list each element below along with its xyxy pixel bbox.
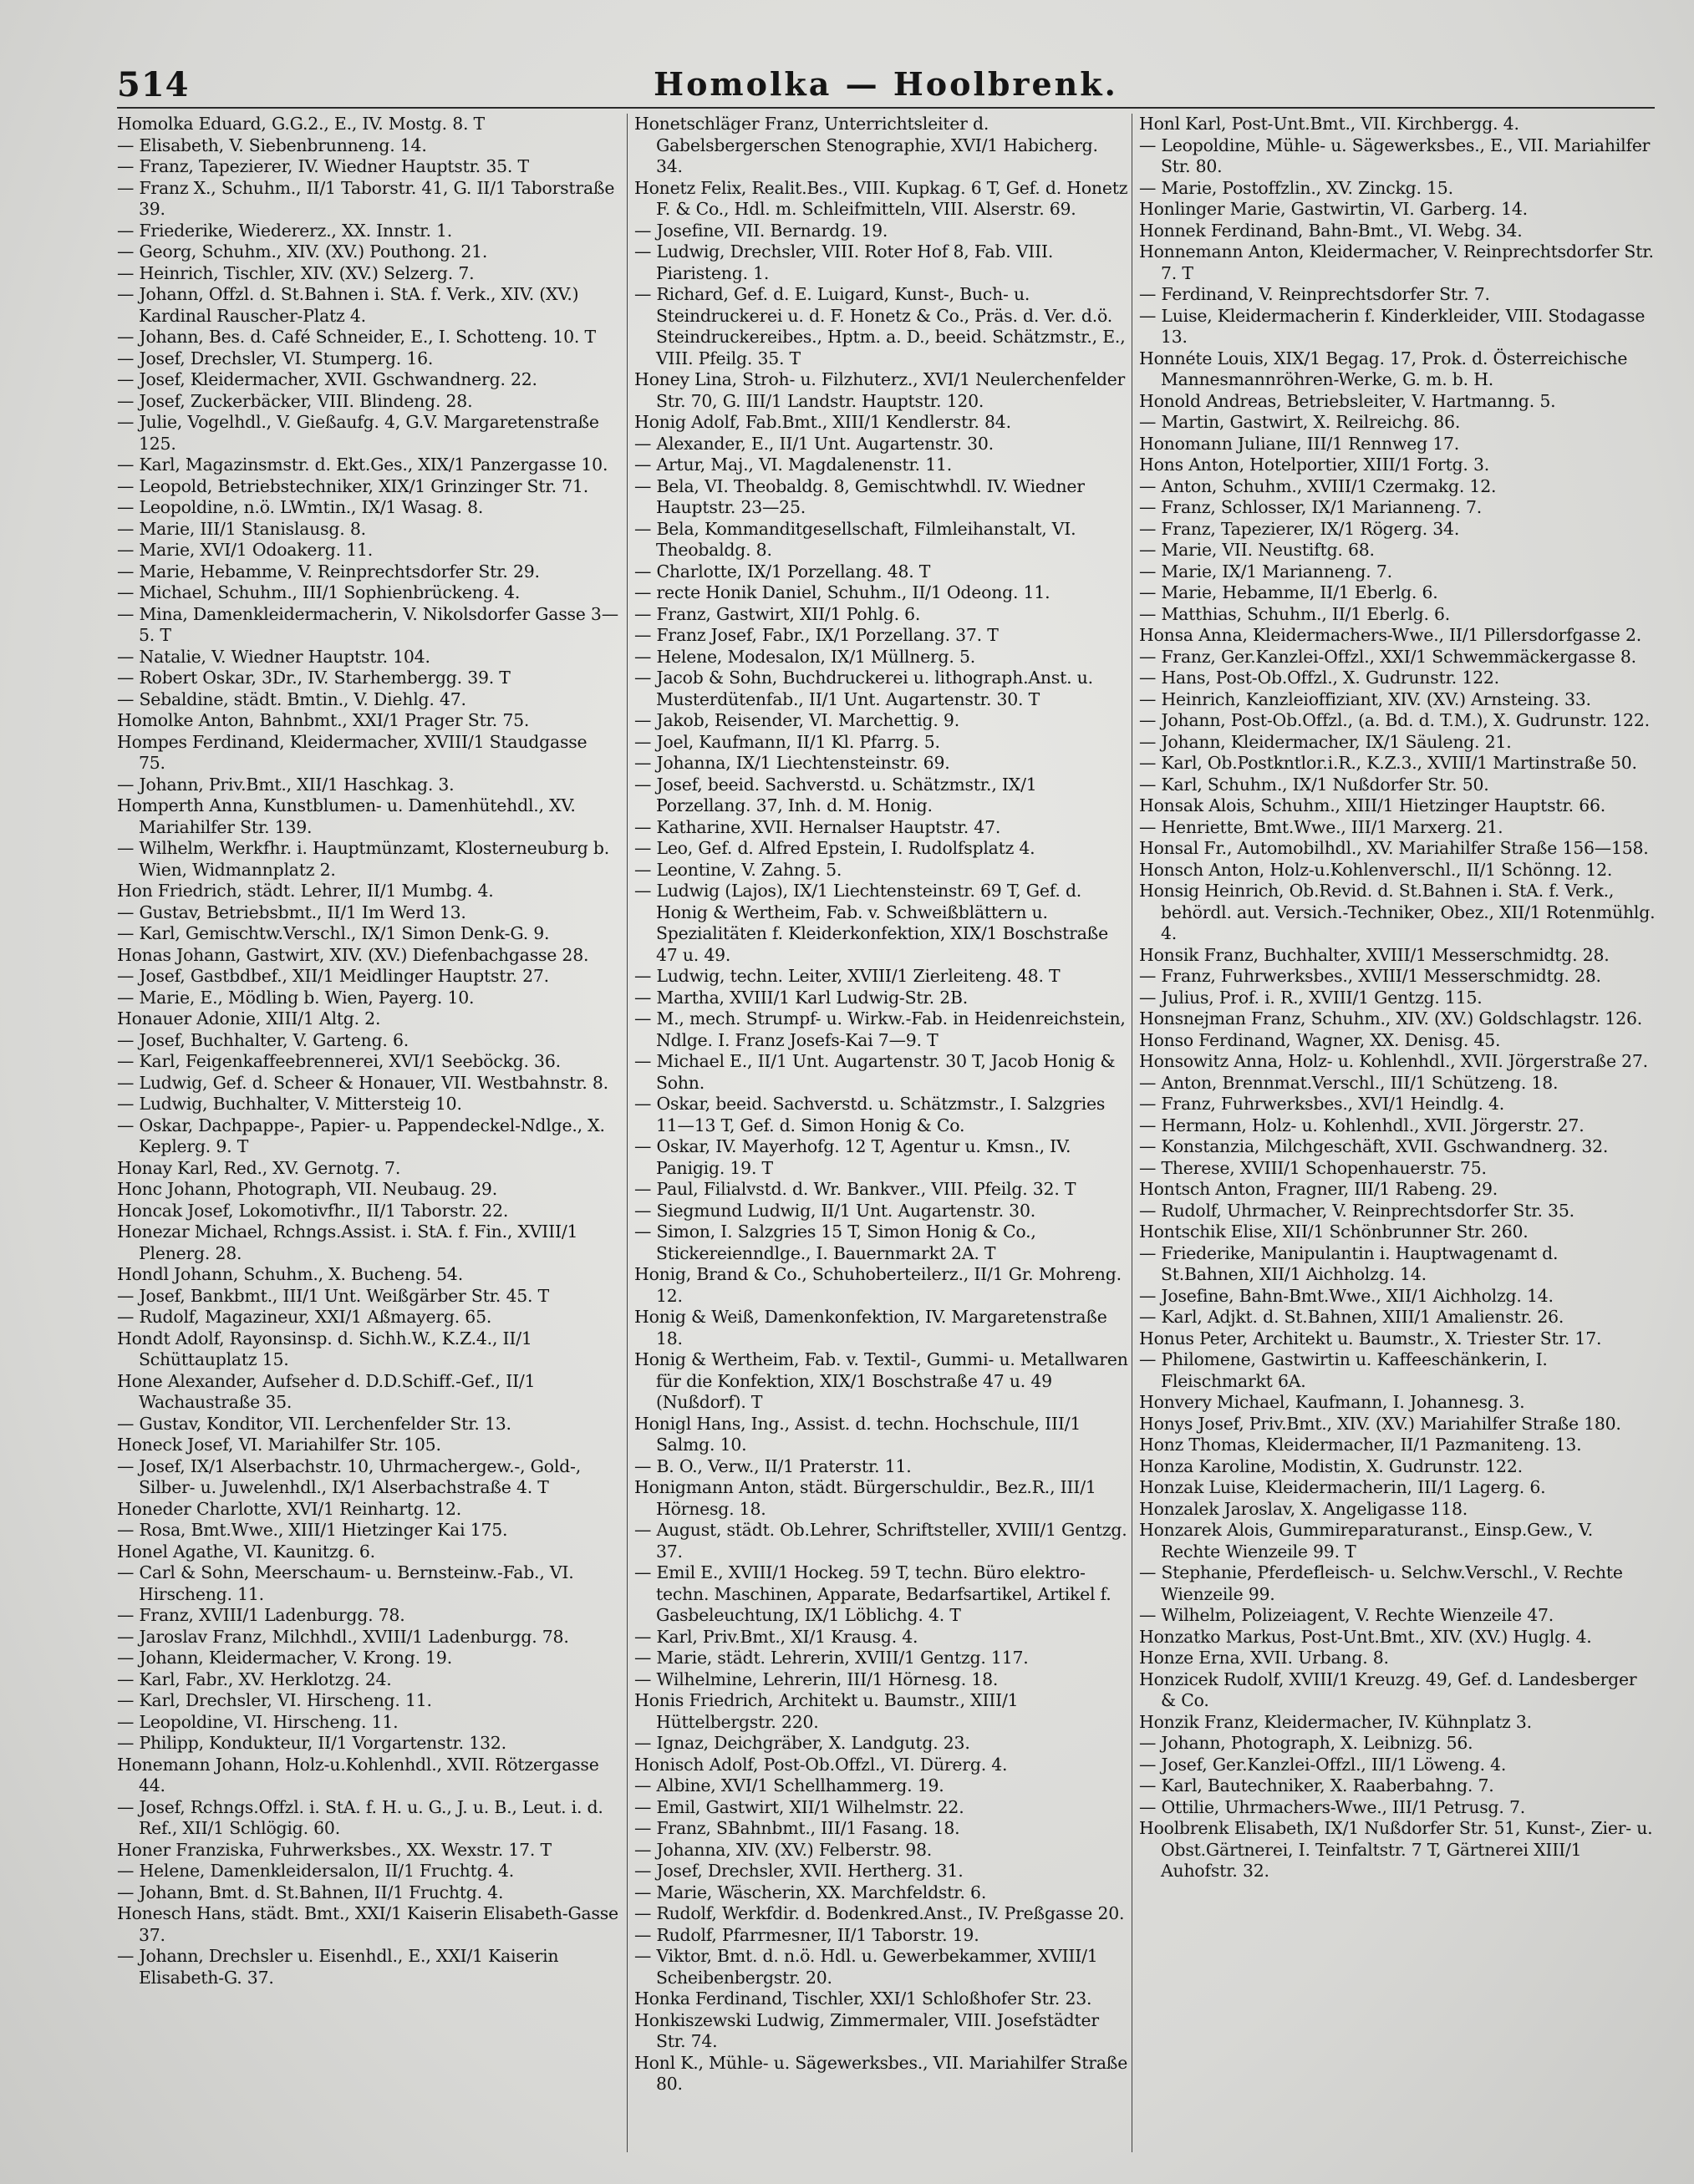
directory-entry: — Franz Josef, Fabr., IX/1 Porzellang. 37. T xyxy=(634,625,999,645)
directory-entry: — Rosa, Bmt.Wwe., XIII/1 Hietzinger Kai 175. xyxy=(117,1520,508,1540)
directory-entry: Honvery Michael, Kaufmann, I. Johannesg. 3. xyxy=(1139,1392,1525,1412)
directory-entry: — Franz, Tapezierer, IV. Wiedner Hauptstr. 35. T xyxy=(117,156,529,176)
header-rule xyxy=(117,107,1655,109)
directory-entry: — Franz, Fuhrwerksbes., XVI/1 Heindlg. 4. xyxy=(1139,1094,1505,1114)
directory-entry: Honsch Anton, Holz-u.Kohlenverschl., II/1 Schönng. 12. xyxy=(1139,859,1613,880)
directory-entry: — Josef, IX/1 Alserbachstr. 10, Uhrmachergew.-, Gold-, Silber- u. Juwelenhdl., IX/1 Alserbachstraße 4. T xyxy=(117,1455,581,1497)
directory-entry: — Stephanie, Pferdefleisch- u. Selchw.Verschl., V. Rechte Wienzeile 99. xyxy=(1139,1562,1623,1604)
directory-entry: — Johann, Bmt. d. St.Bahnen, II/1 Fruchtg. 4. xyxy=(117,1882,504,1902)
directory-entry: Honzicek Rudolf, XVIII/1 Kreuzg. 49, Gef. d. Landesberger & Co. xyxy=(1139,1668,1637,1710)
directory-entry: — Georg, Schuhm., XIV. (XV.) Pouthong. 21. xyxy=(117,241,488,262)
directory-entry: Hontsch Anton, Fragner, III/1 Rabeng. 29. xyxy=(1139,1179,1498,1199)
directory-entry: Honey Lina, Stroh- u. Filzhuterz., XVI/1 Neulerchenfelder Str. 70, G. III/1 Landstr. Hauptstr. 120. xyxy=(634,369,1126,411)
directory-entry: — Natalie, V. Wiedner Hauptstr. 104. xyxy=(117,646,430,667)
directory-entry: — Artur, Maj., VI. Magdalenenstr. 11. xyxy=(634,455,953,475)
directory-entry: — Franz, Fuhrwerksbes., XVIII/1 Messerschmidtg. 28. xyxy=(1139,966,1601,986)
directory-entry: Honel Agathe, VI. Kaunitzg. 6. xyxy=(117,1541,375,1562)
directory-entry: — Josef, beeid. Sachverstd. u. Schätzmstr., IX/1 Porzellang. 37, Inh. d. M. Honig. xyxy=(634,774,1037,815)
directory-entry: — Emil, Gastwirt, XII/1 Wilhelmstr. 22. xyxy=(634,1796,964,1817)
directory-entry: — Johann, Priv.Bmt., XII/1 Haschkag. 3. xyxy=(117,774,455,795)
directory-entry: — Alexander, E., II/1 Unt. Augartenstr. 30. xyxy=(634,433,994,454)
page-title: Homolka — Hoolbrenk. xyxy=(654,65,1118,103)
directory-entry: Honnemann Anton, Kleidermacher, V. Reinprechtsdorfer Str. 7. T xyxy=(1139,241,1654,283)
directory-entry: — Leopoldine, n.ö. LWmtin., IX/1 Wasag. 8. xyxy=(117,497,484,517)
directory-entry: — Josef, Ger.Kanzlei-Offzl., III/1 Löweng. 4. xyxy=(1139,1754,1507,1775)
directory-entry: Honigl Hans, Ing., Assist. d. techn. Hochschule, III/1 Salmg. 10. xyxy=(634,1413,1081,1455)
directory-entry: — Siegmund Ludwig, II/1 Unt. Augartenstr. 30. xyxy=(634,1200,1036,1221)
directory-entry: — Wilhelm, Polizeiagent, V. Rechte Wienzeile 47. xyxy=(1139,1605,1554,1625)
directory-entry: Honetz Felix, Realit.Bes., VIII. Kupkag. 6 T, Gef. d. Honetz F. & Co., Hdl. m. Schleifmitteln, VIII. Alserstr. 69. xyxy=(634,177,1128,219)
directory-entry: — Franz X., Schuhm., II/1 Taborstr. 41, G. II/1 Taborstraße 39. xyxy=(117,177,615,219)
directory-entry: — Ignaz, Deichgräber, X. Landgutg. 23. xyxy=(634,1733,970,1753)
directory-entry: — Marie, Hebamme, II/1 Eberlg. 6. xyxy=(1139,582,1438,602)
directory-entry: — Rudolf, Werkfdir. d. Bodenkred.Anst., IV. Preßgasse 20. xyxy=(634,1903,1125,1923)
directory-entry: — Marie, XVI/1 Odoakerg. 11. xyxy=(117,540,374,560)
page-header xyxy=(117,58,1655,109)
directory-entry: Honus Peter, Architekt u. Baumstr., X. Triester Str. 17. xyxy=(1139,1328,1602,1348)
directory-entry: — Jakob, Reisender, VI. Marchettig. 9. xyxy=(634,710,959,730)
directory-entry: Honold Andreas, Betriebsleiter, V. Hartmanng. 5. xyxy=(1139,390,1556,411)
directory-entry: — Simon, I. Salzgries 15 T, Simon Honig & Co., Stickereienndlge., I. Bauernmarkt 2A. T xyxy=(634,1222,1036,1263)
directory-entry: — Karl, Magazinsmstr. d. Ekt.Ges., XIX/1 Panzergasse 10. xyxy=(117,455,608,475)
directory-entry: — Helene, Modesalon, IX/1 Müllnerg. 5. xyxy=(634,646,976,667)
directory-entry: — Michael, Schuhm., III/1 Sophienbrückeng. 4. xyxy=(117,582,521,602)
column-3 xyxy=(1132,114,1656,2152)
directory-entry: — Wilhelm, Werkfhr. i. Hauptmünzamt, Klosterneuburg b. Wien, Widmannplatz 2. xyxy=(117,838,609,880)
directory-entry: Honigmann Anton, städt. Bürgerschuldir., Bez.R., III/1 Hörnesg. 18. xyxy=(634,1477,1096,1519)
directory-entry: — Joel, Kaufmann, II/1 Kl. Pfarrg. 5. xyxy=(634,731,940,752)
directory-entry: — Franz, Schlosser, IX/1 Marianneng. 7. xyxy=(1139,497,1483,517)
directory-entry: — Ottilie, Uhrmachers-Wwe., III/1 Petrusg. 7. xyxy=(1139,1796,1526,1817)
directory-entry: Honesch Hans, städt. Bmt., XXI/1 Kaiserin Elisabeth-Gasse 37. xyxy=(117,1903,618,1945)
directory-entry: — Karl, Feigenkaffeebrennerei, XVI/1 Seeböckg. 36. xyxy=(117,1051,561,1071)
directory-entry: — Hans, Post-Ob.Offzl., X. Gudrunstr. 122. xyxy=(1139,668,1499,688)
directory-entry: — Carl & Sohn, Meerschaum- u. Bernsteinw.-Fab., VI. Hirscheng. 11. xyxy=(117,1562,574,1604)
directory-entry: — Martha, XVIII/1 Karl Ludwig-Str. 2B. xyxy=(634,987,969,1008)
directory-entry: — Marie, Hebamme, V. Reinprechtsdorfer Str. 29. xyxy=(117,561,540,582)
directory-entry: Honzik Franz, Kleidermacher, IV. Kühnplatz 3. xyxy=(1139,1711,1532,1732)
column-1 xyxy=(117,114,618,2152)
directory-entry: — Josef, Drechsler, XVII. Hertherg. 31. xyxy=(634,1861,964,1881)
directory-entry: Honsnejman Franz, Schuhm., XIV. (XV.) Goldschlagstr. 126. xyxy=(1139,1008,1642,1029)
directory-entry: — Karl, Ob.Postkntlor.i.R., K.Z.3., XVIII/1 Martinstraße 50. xyxy=(1139,753,1637,773)
directory-entry: — Heinrich, Tischler, XIV. (XV.) Selzerg. 7. xyxy=(117,262,475,283)
directory-entry: Honsowitz Anna, Holz- u. Kohlenhdl., XVII. Jörgerstraße 27. xyxy=(1139,1051,1648,1071)
directory-entry: Honetschläger Franz, Unterrichtsleiter d. Gabelsbergerschen Stenographie, XVI/1 Habicherg. 34. xyxy=(634,114,1098,176)
directory-entry: — Matthias, Schuhm., II/1 Eberlg. 6. xyxy=(1139,603,1451,624)
directory-entry: Honzak Luise, Kleidermacherin, III/1 Lagerg. 6. xyxy=(1139,1477,1546,1497)
directory-entry: Honl Karl, Post-Unt.Bmt., VII. Kirchbergg. 4. xyxy=(1139,114,1519,134)
directory-entry: Honnek Ferdinand, Bahn-Bmt., VI. Webg. 34. xyxy=(1139,220,1523,241)
directory-entry: Honze Erna, XVII. Urbang. 8. xyxy=(1139,1648,1389,1668)
directory-entry: Honsal Fr., Automobilhdl., XV. Mariahilfer Straße 156—158. xyxy=(1139,838,1649,858)
directory-entry: Honlinger Marie, Gastwirtin, VI. Garberg. 14. xyxy=(1139,199,1528,219)
directory-entry: — Anton, Schuhm., XVIII/1 Czermakg. 12. xyxy=(1139,475,1497,496)
directory-entry: — Franz, Ger.Kanzlei-Offzl., XXI/1 Schwemmäckergasse 8. xyxy=(1139,646,1636,667)
directory-entry: — Katharine, XVII. Hernalser Hauptstr. 47. xyxy=(634,816,1001,837)
directory-entry: — M., mech. Strumpf- u. Wirkw.-Fab. in Heidenreichstein, Ndlge. I. Franz Josefs-Kai 7—9. T xyxy=(634,1008,1126,1050)
directory-entry: — Johann, Post-Ob.Offzl., (a. Bd. d. T.M.), X. Gudrunstr. 122. xyxy=(1139,710,1650,730)
directory-entry: — Rudolf, Magazineur, XXI/1 Aßmayerg. 65. xyxy=(117,1307,492,1327)
directory-entry: Honeder Charlotte, XVI/1 Reinhartg. 12. xyxy=(117,1498,462,1519)
directory-entry: — Jacob & Sohn, Buchdruckerei u. lithograph.Anst. u. Musterdütenfab., II/1 Unt. Augartenstr. 30. T xyxy=(634,668,1093,709)
directory-entry: — Martin, Gastwirt, X. Reilreichg. 86. xyxy=(1139,412,1461,432)
directory-entry: — August, städt. Ob.Lehrer, Schriftsteller, XVIII/1 Gentzg. 37. xyxy=(634,1520,1127,1562)
directory-entry: — Marie, Postoffzlin., XV. Zinckg. 15. xyxy=(1139,177,1453,198)
directory-entry: Honzalek Jaroslav, X. Angeligasse 118. xyxy=(1139,1498,1468,1519)
directory-entry: — Oskar, IV. Mayerhofg. 12 T, Agentur u. Kmsn., IV. Panigig. 19. T xyxy=(634,1136,1071,1178)
directory-entry: — Marie, III/1 Stanislausg. 8. xyxy=(117,518,366,539)
directory-entry: — Konstanzia, Milchgeschäft, XVII. Gschwandnerg. 32. xyxy=(1139,1136,1609,1156)
directory-entry: Honay Karl, Red., XV. Gernotg. 7. xyxy=(117,1157,401,1178)
directory-entry: — Julie, Vogelhdl., V. Gießaufg. 4, G.V. Margaretenstraße 125. xyxy=(117,412,599,454)
directory-entry: Honig, Brand & Co., Schuhoberteilerz., II/1 Gr. Mohreng. 12. xyxy=(634,1264,1122,1306)
directory-entry: — Leopoldine, VI. Hirscheng. 11. xyxy=(117,1711,399,1732)
directory-entry: — Therese, XVIII/1 Schopenhauerstr. 75. xyxy=(1139,1157,1487,1178)
directory-entry: — Sebaldine, städt. Bmtin., V. Diehlg. 47. xyxy=(117,688,466,709)
directory-entry: — Philipp, Kondukteur, II/1 Vorgartenstr. 132. xyxy=(117,1733,506,1753)
directory-entry: — Leontine, V. Zahng. 5. xyxy=(634,859,842,880)
directory-entry: — Leo, Gef. d. Alfred Epstein, I. Rudolfsplatz 4. xyxy=(634,838,1035,858)
directory-entry: — Karl, Priv.Bmt., XI/1 Krausg. 4. xyxy=(634,1626,918,1647)
directory-entry: — Bela, Kommanditgesellschaft, Filmleihanstalt, VI. Theobaldg. 8. xyxy=(634,518,1076,560)
directory-entry: — Franz, Tapezierer, IX/1 Rögerg. 34. xyxy=(1139,518,1460,539)
directory-entry: — Friederike, Manipulantin i. Hauptwagenamt d. St.Bahnen, XII/1 Aichholzg. 14. xyxy=(1139,1242,1559,1284)
directory-entry: — Marie, Wäscherin, XX. Marchfeldstr. 6. xyxy=(634,1882,987,1902)
directory-entry: — Karl, Bautechniker, X. Raaberbahng. 7. xyxy=(1139,1775,1494,1795)
directory-entry: — Ludwig, Drechsler, VIII. Roter Hof 8, Fab. VIII. Piaristeng. 1. xyxy=(634,241,1054,283)
directory-entry: Hondl Johann, Schuhm., X. Bucheng. 54. xyxy=(117,1264,463,1284)
directory-entry: — Michael E., II/1 Unt. Augartenstr. 30 T, Jacob Honig & Sohn. xyxy=(634,1051,1116,1093)
directory-entry: — Ferdinand, V. Reinprechtsdorfer Str. 7. xyxy=(1139,284,1490,304)
directory-entry: Honzatko Markus, Post-Unt.Bmt., XIV. (XV.) Huglg. 4. xyxy=(1139,1626,1592,1647)
directory-entry: — Karl, Fabr., XV. Herklotzg. 24. xyxy=(117,1668,392,1689)
directory-entry: — Johanna, XIV. (XV.) Felberstr. 98. xyxy=(634,1839,933,1860)
directory-entry: Honkiszewski Ludwig, Zimmermaler, VIII. Josefstädter Str. 74. xyxy=(634,2009,1099,2051)
directory-entry: — Ludwig, techn. Leiter, XVIII/1 Zierleiteng. 48. T xyxy=(634,966,1061,986)
directory-entry: Hondt Adolf, Rayonsinsp. d. Sichh.W., K.Z.4., II/1 Schüttauplatz 15. xyxy=(117,1328,532,1369)
directory-entry: — Hermann, Holz- u. Kohlenhdl., XVII. Jörgerstr. 27. xyxy=(1139,1115,1585,1135)
directory-entry: Honsik Franz, Buchhalter, XVIII/1 Messerschmidtg. 28. xyxy=(1139,944,1610,965)
directory-entry: — Elisabeth, V. Siebenbrunneng. 14. xyxy=(117,135,427,155)
directory-entry: — Johann, Kleidermacher, IX/1 Säuleng. 21. xyxy=(1139,731,1512,752)
directory-entry: — Josef, Bankbmt., III/1 Unt. Weißgärber Str. 45. T xyxy=(117,1285,550,1306)
directory-entry: Honemann Johann, Holz-u.Kohlenhdl., XVII. Rötzergasse 44. xyxy=(117,1754,599,1795)
directory-entry: Homolka Eduard, G.G.2., E., IV. Mostg. 8. T xyxy=(117,114,485,134)
directory-entry: Hompes Ferdinand, Kleidermacher, XVIII/1 Staudgasse 75. xyxy=(117,731,588,773)
directory-entry: — Johann, Drechsler u. Eisenhdl., E., XXI/1 Kaiserin Elisabeth-G. 37. xyxy=(117,1946,559,1988)
directory-entry: Honcak Josef, Lokomotivfhr., II/1 Taborstr. 22. xyxy=(117,1200,509,1221)
directory-entry: — Friederike, Wiedererz., XX. Innstr. 1. xyxy=(117,220,453,241)
directory-entry: Honsa Anna, Kleidermachers-Wwe., II/1 Pillersdorfgasse 2. xyxy=(1139,625,1641,645)
directory-entry: — Johanna, IX/1 Liechtensteinstr. 69. xyxy=(634,753,950,773)
directory-entry: Honisch Adolf, Post-Ob.Offzl., VI. Dürerg. 4. xyxy=(634,1754,1008,1775)
directory-entry: — Josef, Buchhalter, V. Garteng. 6. xyxy=(117,1029,410,1050)
directory-entry: Honis Friedrich, Architekt u. Baumstr., XIII/1 Hüttelbergstr. 220. xyxy=(634,1690,1019,1732)
directory-entry: Honz Thomas, Kleidermacher, II/1 Pazmaniteng. 13. xyxy=(1139,1435,1582,1455)
directory-entry: — Josefine, VII. Bernardg. 19. xyxy=(634,220,888,241)
directory-entry: — Ludwig, Buchhalter, V. Mittersteig 10. xyxy=(117,1094,462,1114)
directory-entry: — Josef, Kleidermacher, XVII. Gschwandnerg. 22. xyxy=(117,369,537,389)
directory-entry: — Charlotte, IX/1 Porzellang. 48. T xyxy=(634,561,931,582)
directory-entry: — Josef, Gastbdbef., XII/1 Meidlinger Hauptstr. 27. xyxy=(117,966,549,986)
directory-entry: — Leopoldine, Mühle- u. Sägewerksbes., E., VII. Mariahilfer Str. 80. xyxy=(1139,135,1651,176)
directory-entry: — Josef, Zuckerbäcker, VIII. Blindeng. 28. xyxy=(117,390,473,411)
directory-entry: — Bela, VI. Theobaldg. 8, Gemischtwhdl. IV. Wiedner Hauptstr. 23—25. xyxy=(634,475,1085,517)
directory-entry: — Albine, XVI/1 Schellhammerg. 19. xyxy=(634,1775,944,1795)
directory-entry: — Philomene, Gastwirtin u. Kaffeeschänkerin, I. Fleischmarkt 6A. xyxy=(1139,1349,1548,1391)
directory-entry: — Ludwig (Lajos), IX/1 Liechtensteinstr. 69 T, Gef. d. Honig & Wertheim, Fab. v. Schweißblättern u. Spezialitäten f. Kleiderkonfektion, XIX/1 Boschstraße 47 u. 49. xyxy=(634,881,1108,965)
column-2 xyxy=(627,114,1129,2152)
directory-entry: — Oskar, beeid. Sachverstd. u. Schätzmstr., I. Salzgries 11—13 T, Gef. d. Simon Honig & Co. xyxy=(634,1094,1106,1135)
directory-entry: — B. O., Verw., II/1 Praterstr. 11. xyxy=(634,1455,912,1476)
directory-entry: Honza Karoline, Modistin, X. Gudrunstr. 122. xyxy=(1139,1455,1523,1476)
directory-entry: — Josef, Drechsler, VI. Stumperg. 16. xyxy=(117,348,434,368)
directory-entry: — Karl, Schuhm., IX/1 Nußdorfer Str. 50. xyxy=(1139,774,1489,795)
directory-entry: — Johann, Photograph, X. Leibnizg. 56. xyxy=(1139,1733,1473,1753)
directory-entry: Honl K., Mühle- u. Sägewerksbes., VII. Mariahilfer Straße 80. xyxy=(634,2052,1128,2094)
directory-entry: — Rudolf, Pfarrmesner, II/1 Taborstr. 19. xyxy=(634,1924,979,1945)
directory-entry: — Rudolf, Uhrmacher, V. Reinprechtsdorfer Str. 35. xyxy=(1139,1200,1574,1221)
directory-entry: Hon Friedrich, städt. Lehrer, II/1 Mumbg. 4. xyxy=(117,881,494,901)
directory-entry: — Marie, städt. Lehrerin, XVIII/1 Gentzg. 117. xyxy=(634,1648,1029,1668)
directory-entry: — Viktor, Bmt. d. n.ö. Hdl. u. Gewerbekammer, XVIII/1 Scheibenbergstr. 20. xyxy=(634,1946,1098,1988)
directory-entry: Honeck Josef, VI. Mariahilfer Str. 105. xyxy=(117,1435,441,1455)
directory-entry: — Robert Oskar, 3Dr., IV. Starhembergg. 39. T xyxy=(117,668,511,688)
directory-entry: — Richard, Gef. d. E. Luigard, Kunst-, Buch- u. Steindruckerei u. d. F. Honetz & Co., Präs. d. Ver. d.ö. Steindruckereibes., Hptm. a. D., beeid. Schätzmstr., E., VIII. Pfeilg. 35. T xyxy=(634,284,1126,368)
directory-entry: — Henriette, Bmt.Wwe., III/1 Marxerg. 21. xyxy=(1139,816,1503,837)
directory-entry: — Jaroslav Franz, Milchhdl., XVIII/1 Ladenburgg. 78. xyxy=(117,1626,569,1647)
directory-entry: — Oskar, Dachpappe-, Papier- u. Pappendeckel-Ndlge., X. Keplerg. 9. T xyxy=(117,1115,605,1156)
directory-entry: — Karl, Gemischtw.Verschl., IX/1 Simon Denk-G. 9. xyxy=(117,923,550,943)
directory-entry: — Anton, Brennmat.Verschl., III/1 Schützeng. 18. xyxy=(1139,1072,1559,1093)
directory-entry: Hone Alexander, Aufseher d. D.D.Schiff.-Gef., II/1 Wachaustraße 35. xyxy=(117,1370,536,1412)
directory-entry: Honer Franziska, Fuhrwerksbes., XX. Wexstr. 17. T xyxy=(117,1839,552,1860)
directory-entry: — Ludwig, Gef. d. Scheer & Honauer, VII. Westbahnstr. 8. xyxy=(117,1072,608,1093)
directory-entry: — Marie, E., Mödling b. Wien, Payerg. 10. xyxy=(117,987,475,1008)
directory-entry: Honnéte Louis, XIX/1 Begag. 17, Prok. d. Österreichische Mannesmannröhren-Werke, G. m. b. H. xyxy=(1139,348,1628,389)
directory-entry: Honso Ferdinand, Wagner, XX. Denisg. 45. xyxy=(1139,1029,1501,1050)
directory-entry: Homperth Anna, Kunstblumen- u. Damenhütehdl., XV. Mariahilfer Str. 139. xyxy=(117,795,576,837)
directory-entry: — Julius, Prof. i. R., XVIII/1 Gentzg. 115. xyxy=(1139,987,1483,1008)
directory-entry: Honys Josef, Priv.Bmt., XIV. (XV.) Mariahilfer Straße 180. xyxy=(1139,1413,1621,1434)
directory-entry: — Emil E., XVIII/1 Hockeg. 59 T, techn. Büro elektro-techn. Maschinen, Apparate, Bedarfsartikel, Artikel f. Gasbeleuchtung, IX/1 Löblichg. 4. T xyxy=(634,1562,1112,1625)
directory-entry: — Karl, Drechsler, VI. Hirscheng. 11. xyxy=(117,1690,432,1710)
directory-entry: Honig Adolf, Fab.Bmt., XIII/1 Kendlerstr. 84. xyxy=(634,412,1011,432)
directory-entry: — Josefine, Bahn-Bmt.Wwe., XII/1 Aichholzg. 14. xyxy=(1139,1285,1554,1306)
directory-entry: — Franz, XVIII/1 Ladenburgg. 78. xyxy=(117,1605,405,1625)
directory-entry: Honsig Heinrich, Ob.Revid. d. St.Bahnen i. StA. f. Verk., behördl. aut. Versich.-Techniker, Obez., XII/1 Rotenmühlg. 4. xyxy=(1139,881,1656,943)
directory-entry: Honc Johann, Photograph, VII. Neubaug. 29. xyxy=(117,1179,497,1199)
directory-entry: — Johann, Bes. d. Café Schneider, E., I. Schotteng. 10. T xyxy=(117,327,596,347)
directory-entry: — Marie, VII. Neustiftg. 68. xyxy=(1139,540,1375,560)
directory-entry: Hons Anton, Hotelportier, XIII/1 Fortg. 3. xyxy=(1139,455,1490,475)
directory-entry: — Wilhelmine, Lehrerin, III/1 Hörnesg. 18. xyxy=(634,1668,999,1689)
directory-entry: — Josef, Rchngs.Offzl. i. StA. f. H. u. G., J. u. B., Leut. i. d. Ref., XII/1 Schlögig. 60. xyxy=(117,1796,603,1838)
columns xyxy=(117,114,1655,2152)
directory-entry: Honka Ferdinand, Tischler, XXI/1 Schloßhofer Str. 23. xyxy=(634,1988,1092,2009)
directory-entry: — Heinrich, Kanzleioffiziant, XIV. (XV.) Arnsteing. 33. xyxy=(1139,688,1591,709)
directory-entry: — Gustav, Konditor, VII. Lerchenfelder Str. 13. xyxy=(117,1413,511,1434)
directory-entry: — Helene, Damenkleidersalon, II/1 Fruchtg. 4. xyxy=(117,1861,515,1881)
directory-entry: Homolke Anton, Bahnbmt., XXI/1 Prager Str. 75. xyxy=(117,710,530,730)
directory-entry: Honomann Juliane, III/1 Rennweg 17. xyxy=(1139,433,1460,454)
directory-entry: Honig & Weiß, Damenkonfektion, IV. Margaretenstraße 18. xyxy=(634,1307,1107,1348)
directory-entry: — Franz, Gastwirt, XII/1 Pohlg. 6. xyxy=(634,603,921,624)
directory-entry: — Johann, Offzl. d. St.Bahnen i. StA. f. Verk., XIV. (XV.) Kardinal Rauscher-Platz 4. xyxy=(117,284,579,326)
directory-entry: — Marie, IX/1 Marianneng. 7. xyxy=(1139,561,1392,582)
directory-entry: — Paul, Filialvstd. d. Wr. Bankver., VIII. Pfeilg. 32. T xyxy=(634,1179,1076,1199)
directory-entry: — Luise, Kleidermacherin f. Kinderkleider, VIII. Stodagasse 13. xyxy=(1139,305,1646,347)
directory-entry: Hontschik Elise, XII/1 Schönbrunner Str. 260. xyxy=(1139,1222,1529,1242)
directory-entry: Honezar Michael, Rchngs.Assist. i. StA. f. Fin., XVIII/1 Plenerg. 28. xyxy=(117,1222,578,1263)
directory-entry: — Gustav, Betriebsbmt., II/1 Im Werd 13. xyxy=(117,902,466,922)
directory-entry: — recte Honik Daniel, Schuhm., II/1 Odeong. 11. xyxy=(634,582,1050,602)
directory-entry: Hoolbrenk Elisabeth, IX/1 Nußdorfer Str. 51, Kunst-, Zier- u. Obst.Gärtnerei, I. Teinfaltstr. 7 T, Gärtnerei XIII/1 Auhofstr. 32. xyxy=(1139,1818,1653,1881)
directory-entry: — Leopold, Betriebstechniker, XIX/1 Grinzinger Str. 71. xyxy=(117,475,588,496)
directory-entry: — Johann, Kleidermacher, V. Krong. 19. xyxy=(117,1648,452,1668)
directory-entry: Honig & Wertheim, Fab. v. Textil-, Gummi- u. Metallwaren für die Konfektion, XIX/1 Boschstraße 47 u. 49 (Nußdorf). T xyxy=(634,1349,1128,1412)
directory-entry: — Franz, SBahnbmt., III/1 Fasang. 18. xyxy=(634,1818,960,1838)
directory-entry: Honas Johann, Gastwirt, XIV. (XV.) Diefenbachgasse 28. xyxy=(117,944,589,965)
directory-entry: — Mina, Damenkleidermacherin, V. Nikolsdorfer Gasse 3—5. T xyxy=(117,603,618,645)
directory-entry: — Karl, Adjkt. d. St.Bahnen, XIII/1 Amalienstr. 26. xyxy=(1139,1307,1564,1327)
directory-entry: Honauer Adonie, XIII/1 Altg. 2. xyxy=(117,1008,381,1029)
directory-entry: Honsak Alois, Schuhm., XIII/1 Hietzinger Hauptstr. 66. xyxy=(1139,795,1606,815)
directory-entry: Honzarek Alois, Gummireparaturanst., Einsp.Gew., V. Rechte Wienzeile 99. T xyxy=(1139,1520,1594,1562)
page-number: 514 xyxy=(117,65,190,104)
